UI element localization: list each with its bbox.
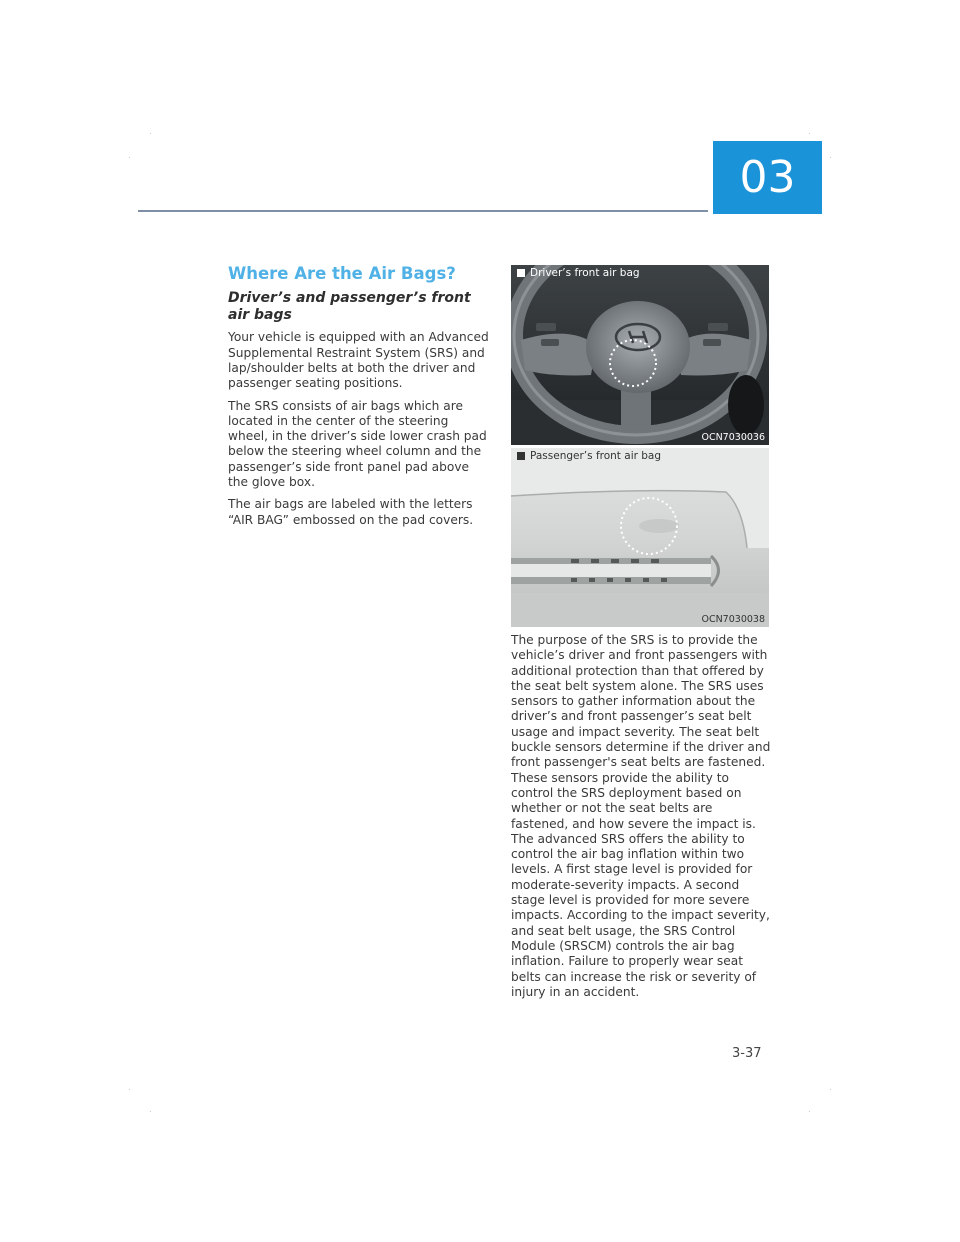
crop-mark: . (128, 151, 131, 161)
figure-driver-air-bag (511, 265, 769, 445)
figure-code: OCN7030036 (701, 432, 765, 443)
paragraph: The SRS consists of air bags which are located in the center of the steering wheel, in the driver’s side lower crash pad below the steering wheel column and the passenger’s side front panel pad above the glove box. (228, 398, 487, 490)
crop-mark: . (829, 151, 832, 161)
crop-mark: . (808, 1105, 811, 1115)
sub-title: Driver’s and passenger’s front air bags (228, 289, 471, 323)
crop-mark: . (829, 1083, 832, 1093)
page-number: 3-37 (732, 1046, 762, 1061)
header-rule (138, 210, 708, 212)
srs-purpose-paragraph: The purpose of the SRS is to provide the vehicle’s driver and front passengers with additional protection than that offered by the seat belt system alone. The SRS uses sensors to gather information about the driver’s and front passenger’s seat belt usage and impact severity. The seat belt buckle sensors determine if the driver and front passenger's seat belts are fastened. These sensors provide the ability to control the SRS deployment based on whether or not the seat belts are fastened, and how severe the impact is. The advanced SRS offers the ability to control the air bag inflation within two levels. A first stage level is provided for moderate-severity impacts. A second stage level is provided for more severe impacts. According to the impact severity, and seat belt usage, the SRS Control Module (SRSCM) controls the air bag inflation. Failure to properly wear seat belts can increase the risk or severity of injury in an accident. (511, 633, 771, 999)
section-title: Where Are the Air Bags? (228, 264, 456, 283)
caption-square-icon (517, 269, 525, 277)
crop-mark: . (149, 127, 152, 137)
figure-caption (517, 450, 661, 462)
caption-square-icon (517, 452, 525, 460)
figure-passenger-air-bag (511, 448, 769, 627)
paragraph: Your vehicle is equipped with an Advanced Supplemental Restraint System (SRS) and lap/shoulder belts at both the driver and passenger seating positions. (228, 330, 489, 391)
dashboard-photo (511, 448, 769, 627)
figure-caption (517, 267, 640, 279)
left-column (228, 264, 490, 535)
steering-wheel-photo (511, 265, 769, 445)
paragraph: The air bags are labeled with the letters “AIR BAG” embossed on the pad covers. (228, 497, 474, 527)
caption-text: Driver’s front air bag (530, 267, 640, 279)
crop-mark: . (128, 1083, 131, 1093)
chapter-tab: 03 (713, 141, 822, 214)
figure-code: OCN7030038 (701, 614, 765, 625)
crop-mark: . (808, 127, 811, 137)
caption-text: Passenger’s front air bag (530, 450, 662, 462)
crop-mark: . (149, 1105, 152, 1115)
